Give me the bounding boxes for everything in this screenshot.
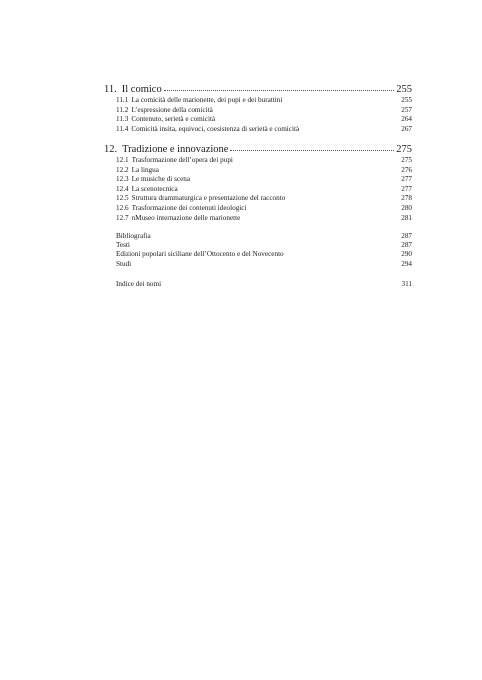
toc-entry xyxy=(104,175,412,185)
entry-title: Trasformazione dell’opera dei pupi xyxy=(131,156,233,164)
chapter-title: Tradizione e innovazione xyxy=(122,144,229,155)
toc-entry xyxy=(104,166,412,176)
dot-leader xyxy=(230,150,394,151)
entry-number: 11.3 xyxy=(116,115,129,124)
entry-page: 267 xyxy=(401,124,412,133)
entry-title: La comicità delle marionette, dei pupi e dei burattini xyxy=(131,96,283,104)
entry-page: 277 xyxy=(401,184,412,193)
back-matter-title: Studi xyxy=(116,259,132,268)
entry-page: 257 xyxy=(401,105,412,114)
entry-page: 264 xyxy=(401,115,412,124)
back-matter xyxy=(104,232,412,269)
entry-number: 12.3 xyxy=(116,175,129,184)
toc-entry xyxy=(104,156,412,166)
toc-entry xyxy=(104,194,412,204)
toc-entry xyxy=(104,115,412,125)
back-matter-title: Edizioni popolari siciliane dell’Ottocento e del Novecento xyxy=(116,250,284,259)
entry-number: 11.1 xyxy=(116,96,129,104)
toc-entry xyxy=(104,185,412,195)
back-matter-entry xyxy=(104,241,412,250)
entry-page: 281 xyxy=(401,213,412,222)
index-entry xyxy=(104,280,412,289)
entry-title: L’espressione della comicità xyxy=(131,105,213,114)
entry-number: 12.4 xyxy=(116,184,129,193)
entry-title: nMuseo internazione delle marionette xyxy=(131,213,241,222)
chapter-title: Il comico xyxy=(121,84,162,95)
chapter-block xyxy=(104,84,412,134)
back-matter-page: 294 xyxy=(401,259,412,268)
entry-title: La lingua xyxy=(131,165,159,174)
entry-page: 278 xyxy=(401,194,412,203)
entry-number: 12.5 xyxy=(116,194,129,203)
back-matter-entry xyxy=(104,250,412,259)
back-matter-entry xyxy=(104,260,412,269)
entry-number: 12.7 xyxy=(116,213,129,222)
chapter-heading xyxy=(104,144,412,156)
entry-number: 11.2 xyxy=(116,105,129,114)
back-matter-page: 287 xyxy=(401,232,412,240)
toc-entry xyxy=(104,106,412,116)
entry-number: 11.4 xyxy=(116,124,129,133)
back-matter-entry xyxy=(104,232,412,241)
entry-title: Le musiche di scena xyxy=(131,175,191,184)
back-matter-page: 290 xyxy=(401,250,412,259)
toc-entry xyxy=(104,204,412,214)
back-matter-page: 287 xyxy=(401,241,412,250)
entry-number: 12.2 xyxy=(116,165,129,174)
entry-title: Comicità insita, equivoci, coesistenza di serietà e comicità xyxy=(131,124,300,133)
toc-entry xyxy=(104,214,412,224)
chapter-page: 275 xyxy=(396,144,412,155)
entry-page: 277 xyxy=(401,175,412,184)
index-title: Indice dei nomi xyxy=(116,280,162,288)
entry-page: 280 xyxy=(401,203,412,212)
entry-number: 12.1 xyxy=(116,156,129,164)
chapter-block xyxy=(104,144,412,223)
entry-page: 275 xyxy=(401,156,412,164)
entry-page: 276 xyxy=(401,165,412,174)
entry-number: 12.6 xyxy=(116,203,129,212)
entry-title: Struttura drammaturgica e presentazione del racconto xyxy=(131,194,286,203)
chapter-number: 11. xyxy=(104,84,117,95)
index-page: 311 xyxy=(401,280,412,288)
toc-entry xyxy=(104,125,412,135)
dot-leader xyxy=(164,90,395,91)
back-matter-title: Bibliografia xyxy=(116,232,151,240)
chapter-heading xyxy=(104,84,412,96)
entry-page: 255 xyxy=(401,96,412,104)
toc-entry xyxy=(104,96,412,106)
back-matter-title: Testi xyxy=(116,241,130,250)
entry-title: Trasformazione dei contenuti ideologici xyxy=(131,203,247,212)
chapter-number: 12. xyxy=(104,144,118,155)
entry-title: Contenuto, serietà e comicità xyxy=(131,115,216,124)
chapter-page: 255 xyxy=(396,84,412,95)
entry-title: La scenotecnica xyxy=(131,184,178,193)
